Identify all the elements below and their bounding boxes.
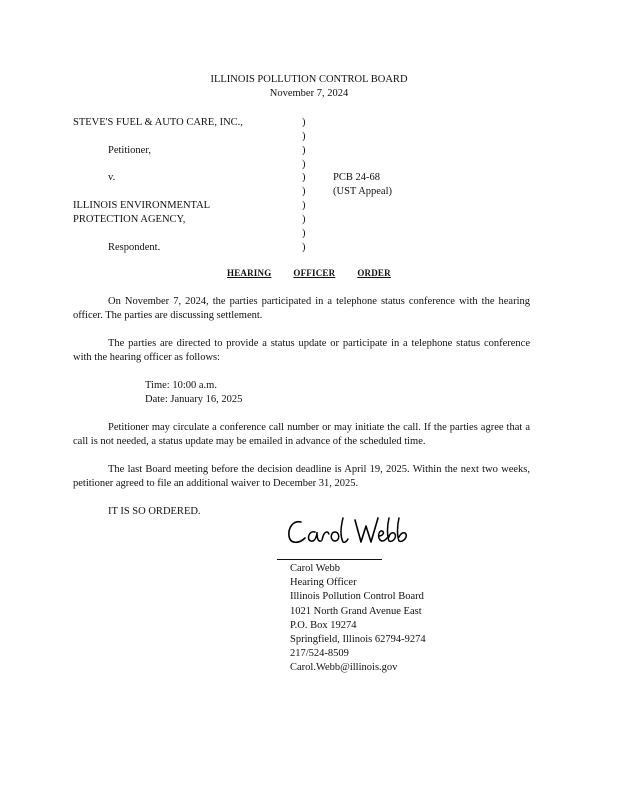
order-title-word: ORDER	[357, 268, 391, 278]
petitioner-name: STEVE'S FUEL & AUTO CARE, INC.,	[73, 117, 243, 128]
conference-date: Date: January 16, 2025	[145, 394, 243, 405]
respondent-name-line1: ILLINOIS ENVIRONMENTAL	[73, 200, 211, 211]
signer-city: Springfield, Illinois 62794-9274	[290, 634, 426, 646]
order-title-word: OFFICER	[293, 268, 336, 278]
signer-po-box: P.O. Box 19274	[290, 619, 357, 631]
signer-title: Hearing Officer	[290, 577, 357, 589]
caption-paren: )	[302, 200, 306, 211]
order-title-word: HEARING	[227, 268, 272, 278]
handwritten-signature	[285, 512, 415, 552]
versus-label: v.	[108, 172, 116, 183]
caption-paren: )	[302, 228, 306, 239]
signer-name: Carol Webb	[290, 563, 340, 574]
paragraph-status-conference	[73, 295, 530, 322]
signer-organization: Illinois Pollution Control Board	[290, 591, 424, 603]
signature-block	[290, 562, 426, 676]
paragraph-text: Petitioner may circulate a conference call number or may initiate the call. If the parties agree that a call is not needed, a status update may be emailed in advance of the scheduled time.	[73, 422, 530, 447]
respondent-role: Respondent.	[108, 242, 161, 253]
case-type: (UST Appeal)	[333, 186, 393, 197]
signature-line	[277, 559, 382, 560]
caption-paren: )	[302, 186, 306, 197]
caption-paren: )	[302, 242, 306, 253]
caption-paren: )	[302, 131, 306, 142]
signer-street: 1021 North Grand Avenue East	[290, 605, 422, 617]
caption-paren: )	[302, 145, 306, 156]
signer-email[interactable]: Carol.Webb@illinois.gov	[290, 662, 398, 674]
caption-paren: )	[302, 214, 306, 225]
document-date: November 7, 2024	[269, 88, 349, 99]
paragraph-text: The parties are directed to provide a status update or participate in a telephone status conference with the hearing officer as follows:	[73, 338, 530, 363]
agency-title: ILLINOIS POLLUTION CONTROL BOARD	[210, 74, 408, 85]
respondent-name-line2: PROTECTION AGENCY,	[73, 214, 186, 225]
paragraph-call-instructions	[73, 421, 530, 448]
paragraph-text: On November 7, 2024, the parties participated in a telephone status conference with the hearing officer. The parties are discussing settlement.	[73, 296, 530, 321]
caption-paren: )	[302, 172, 306, 183]
conference-time: Time: 10:00 a.m.	[145, 380, 217, 391]
caption-paren: )	[302, 159, 306, 170]
petitioner-role: Petitioner,	[108, 145, 152, 156]
signer-phone: 217/524-8509	[290, 648, 349, 660]
paragraph-directive	[73, 337, 530, 364]
case-number: PCB 24-68	[333, 172, 380, 183]
caption-paren: )	[302, 117, 306, 128]
closing-statement: IT IS SO ORDERED.	[108, 506, 201, 517]
paragraph-deadline	[73, 463, 530, 490]
order-title	[227, 268, 391, 280]
paragraph-text: The last Board meeting before the decision deadline is April 19, 2025. Within the next two weeks, petitioner agreed to file an additional waiver to December 31, 2025.	[73, 464, 530, 489]
